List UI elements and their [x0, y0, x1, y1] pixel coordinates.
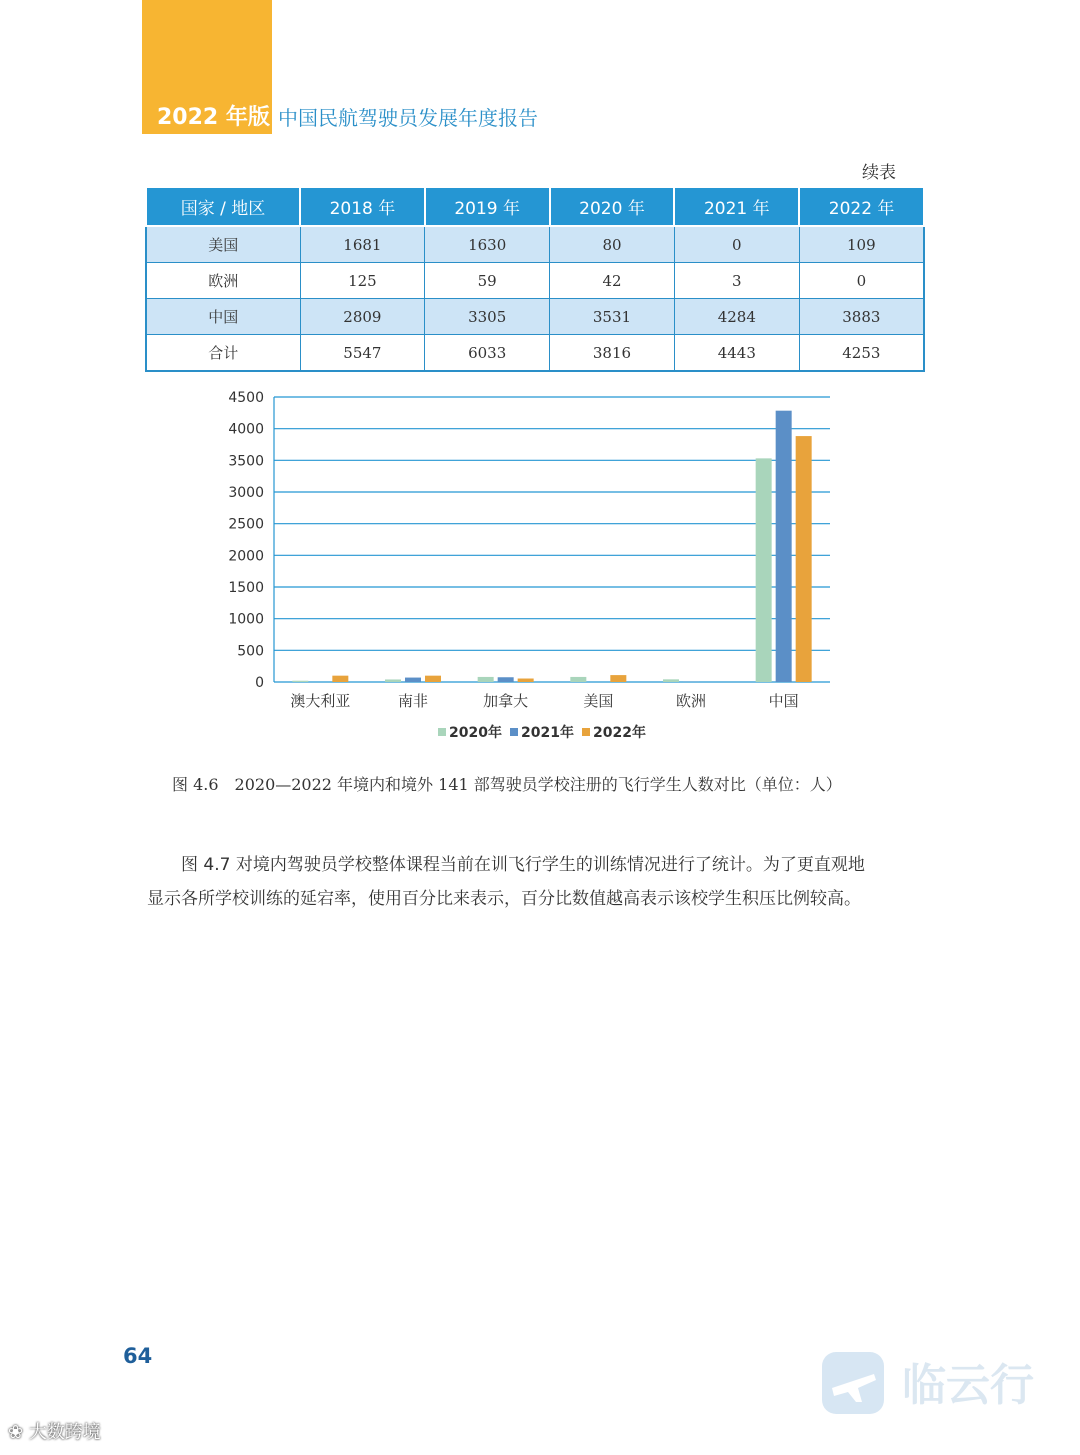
watermark-left-text: 大数跨境	[28, 1422, 101, 1443]
table-cell: 4253	[799, 335, 924, 372]
chart-svg	[210, 380, 860, 760]
legend-label: 2020年	[449, 725, 502, 741]
y-tick-label: 1500	[228, 580, 264, 596]
table-cell: 4443	[674, 335, 799, 372]
bar	[498, 677, 514, 682]
bar	[796, 436, 812, 682]
y-tick-label: 1000	[228, 611, 264, 628]
y-tick-label: 4500	[228, 390, 264, 406]
column-header: 2021 年	[674, 187, 799, 226]
x-tick-label: 美国	[583, 692, 614, 710]
table-cell: 3531	[550, 299, 675, 335]
table-cell: 6033	[425, 335, 550, 372]
continued-label: 续表	[862, 163, 896, 183]
table-cell: 125	[300, 263, 425, 299]
figure-caption: 图 4.6 2020—2022 年境内和境外 141 部驾驶员学校注册的飞行学生人数对比（单位：人）	[172, 775, 842, 794]
table-cell: 合计	[146, 335, 300, 372]
column-header: 2020 年	[550, 187, 675, 226]
table-cell: 4284	[674, 299, 799, 335]
x-tick-label: 澳大利亚	[290, 692, 351, 710]
body-paragraph	[147, 848, 927, 916]
legend-swatch	[582, 728, 590, 736]
table-cell: 0	[674, 226, 799, 263]
bar	[756, 458, 772, 682]
edition-label: 2022 年版	[157, 105, 270, 130]
y-tick-label: 0	[255, 675, 264, 691]
legend-swatch	[438, 728, 446, 736]
table-row	[146, 299, 924, 335]
y-tick-label: 2000	[228, 548, 264, 565]
bar	[776, 411, 792, 682]
page-number: 64	[123, 1344, 153, 1368]
table-cell: 3816	[550, 335, 675, 372]
table-row	[146, 226, 924, 263]
bar	[425, 676, 441, 682]
watermark-logo-icon: ❀	[8, 1422, 29, 1443]
watermark-right-text: 临云行	[902, 1360, 1034, 1411]
column-header: 2018 年	[300, 187, 425, 226]
table-cell: 1630	[425, 226, 550, 263]
watermark-left	[8, 1418, 101, 1444]
table-row	[146, 263, 924, 299]
bar	[405, 678, 421, 682]
table-cell: 2809	[300, 299, 425, 335]
bar	[332, 676, 348, 682]
bar	[570, 677, 586, 682]
report-title: 中国民航驾驶员发展年度报告	[278, 106, 538, 130]
table-cell: 3305	[425, 299, 550, 335]
table-cell: 1681	[300, 226, 425, 263]
column-header: 2022 年	[799, 187, 924, 226]
y-tick-label: 2500	[228, 516, 264, 533]
bar	[518, 679, 534, 682]
bar	[610, 675, 626, 682]
legend-swatch	[510, 728, 518, 736]
x-tick-label: 加拿大	[483, 692, 529, 710]
table-cell: 0	[799, 263, 924, 299]
paragraph-line: 图 4.7 对境内驾驶员学校整体课程当前在训飞行学生的训练情况进行了统计。为了更直观地	[181, 855, 865, 875]
table-cell: 59	[425, 263, 550, 299]
column-header: 2019 年	[425, 187, 550, 226]
y-tick-label: 3500	[228, 453, 264, 470]
data-table	[145, 186, 925, 372]
table-cell: 3883	[799, 299, 924, 335]
x-tick-label: 欧洲	[675, 692, 707, 710]
legend-label: 2021年	[521, 725, 574, 741]
y-tick-label: 500	[237, 643, 264, 660]
x-tick-label: 中国	[768, 692, 799, 710]
plane-logo-icon	[818, 1348, 1058, 1443]
x-tick-label: 南非	[397, 692, 429, 710]
bar	[663, 679, 679, 682]
table-cell: 5547	[300, 335, 425, 372]
table-cell: 3	[674, 263, 799, 299]
bar	[478, 677, 494, 682]
y-tick-label: 4000	[228, 421, 264, 438]
table-row	[146, 335, 924, 372]
legend-label: 2022年	[593, 725, 646, 741]
table-cell: 109	[799, 226, 924, 263]
paragraph-line: 显示各所学校训练的延宕率，使用百分比来表示，百分比数值越高表示该校学生积压比例较高。	[147, 889, 861, 909]
bar-chart	[210, 380, 860, 760]
y-tick-label: 3000	[228, 485, 264, 501]
table-cell: 美国	[146, 226, 300, 263]
table-cell: 80	[550, 226, 675, 263]
table-cell: 42	[550, 263, 675, 299]
column-header: 国家 / 地区	[146, 187, 300, 226]
table-cell: 中国	[146, 299, 300, 335]
table-cell: 欧洲	[146, 263, 300, 299]
table-header-row	[146, 187, 924, 226]
bar	[292, 681, 308, 682]
watermark-right	[818, 1348, 1058, 1443]
bar	[385, 679, 401, 682]
